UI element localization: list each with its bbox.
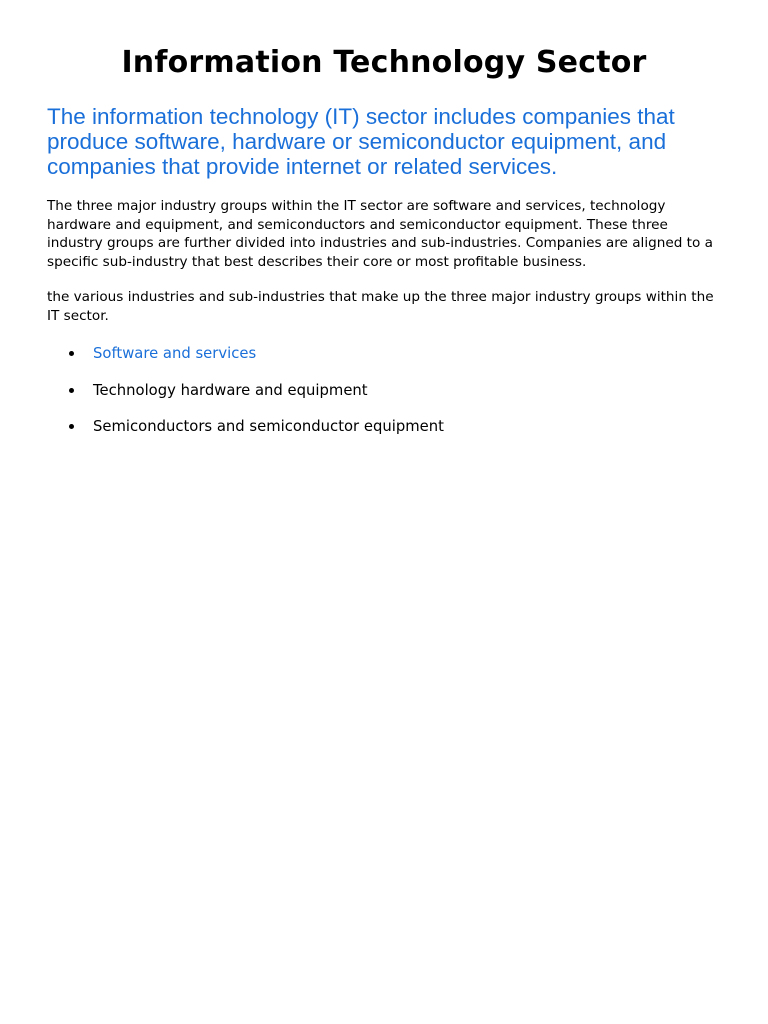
page-title: Information Technology Sector <box>121 45 647 80</box>
industry-group-list <box>47 344 721 454</box>
list-item-software-and-services[interactable] <box>47 344 721 381</box>
list-item-label: Technology hardware and equipment <box>93 381 368 399</box>
body-paragraph-2: the various industries and sub-industries that make up the three major industry groups within the IT sector. <box>47 289 714 324</box>
list-item-label: Semiconductors and semiconductor equipment <box>93 418 444 435</box>
software-and-services-link[interactable]: Software and services <box>93 345 257 362</box>
body-paragraph-1: The three major industry groups within the IT sector are software and services, technology hardware and equipment, and semiconductors and semiconductor equipment. These three industry groups are further divided into industries and sub-industries. Companies are aligned to a specific sub-industry that best describes their core or most profitable business. <box>47 198 713 270</box>
list-item-technology-hardware <box>47 381 721 418</box>
bullet-icon <box>69 424 74 429</box>
bullet-icon <box>69 388 74 393</box>
lead-paragraph: The information technology (IT) sector includes companies that produce software, hardware or semiconductor equipment, and companies that provide internet or related services. <box>47 104 675 179</box>
bullet-icon <box>69 351 74 356</box>
list-item-semiconductors <box>47 417 721 454</box>
